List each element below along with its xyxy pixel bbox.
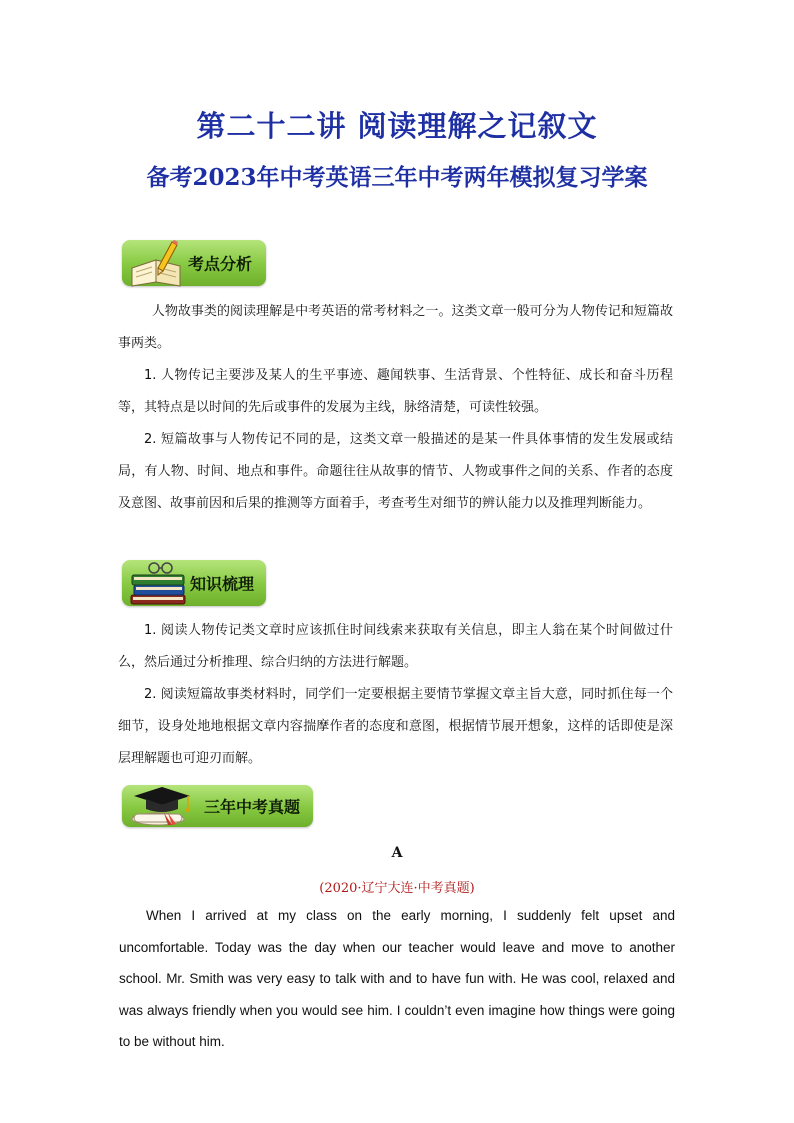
paragraph: 人物故事类的阅读理解是中考英语的常考材料之一。这类文章一般可分为人物传记和短篇故事两类。 <box>118 304 673 351</box>
section-banner-knowledge <box>122 560 266 606</box>
passage-text: When I arrived at my class on the early morning, I suddenly felt upset and uncomfortable. Today was the day when our teacher would leave and move to another school. Mr. Smith was very easy to talk with and to have fun with. He was cool, relaxed and was always friendly when you would see him. I couldn’t even imagine how things were going to be without him. <box>119 908 675 1049</box>
section-banner-analysis <box>122 240 266 286</box>
page-title: 第二十二讲 阅读理解之记叙文 <box>196 109 598 143</box>
paragraph: 1. 阅读人物传记类文章时应该抓住时间线索来获取有关信息，即主人翁在某个时间做过什么，然后通过分析推理、综合归纳的方法进行解题。 <box>118 623 673 670</box>
section-banner-exams <box>122 785 313 827</box>
passage-letter: A <box>391 845 403 861</box>
page-subtitle: 备考2023年中考英语三年中考两年模拟复习学案 <box>146 164 648 191</box>
books-glasses-icon <box>128 558 190 612</box>
paragraph: 1. 人物传记主要涉及某人的生平事迹、趣闻轶事、生活背景、个性特征、成长和奋斗历程等，其特点是以时间的先后或事件的发展为主线，脉络清楚，可读性较强。 <box>118 368 673 415</box>
section-label-exams: 三年中考真题 <box>204 797 301 817</box>
passage-source: (2020·辽宁大连·中考真题) <box>319 881 475 896</box>
section-label-analysis: 考点分析 <box>188 254 253 274</box>
paragraph: 2. 短篇故事与人物传记不同的是，这类文章一般描述的是某一件具体事情的发生发展或结局，有人物、时间、地点和事件。命题往往从故事的情节、人物或事件之间的关系、作者的态度及意图、故事前因和后果的推测等方面着手，考查考生对细节的辨认能力以及推理判断能力。 <box>118 432 673 511</box>
section-label-knowledge: 知识梳理 <box>190 574 255 594</box>
graduation-cap-icon <box>128 783 196 833</box>
paragraph: 2. 阅读短篇故事类材料时，同学们一定要根据主要情节掌握文章主旨大意，同时抓住每一个细节，设身处地地根据文章内容揣摩作者的态度和意图，根据情节展开想象，这样的话即使是深层理解题也可迎刃而解。 <box>118 687 673 766</box>
book-pencil-icon <box>128 238 186 292</box>
